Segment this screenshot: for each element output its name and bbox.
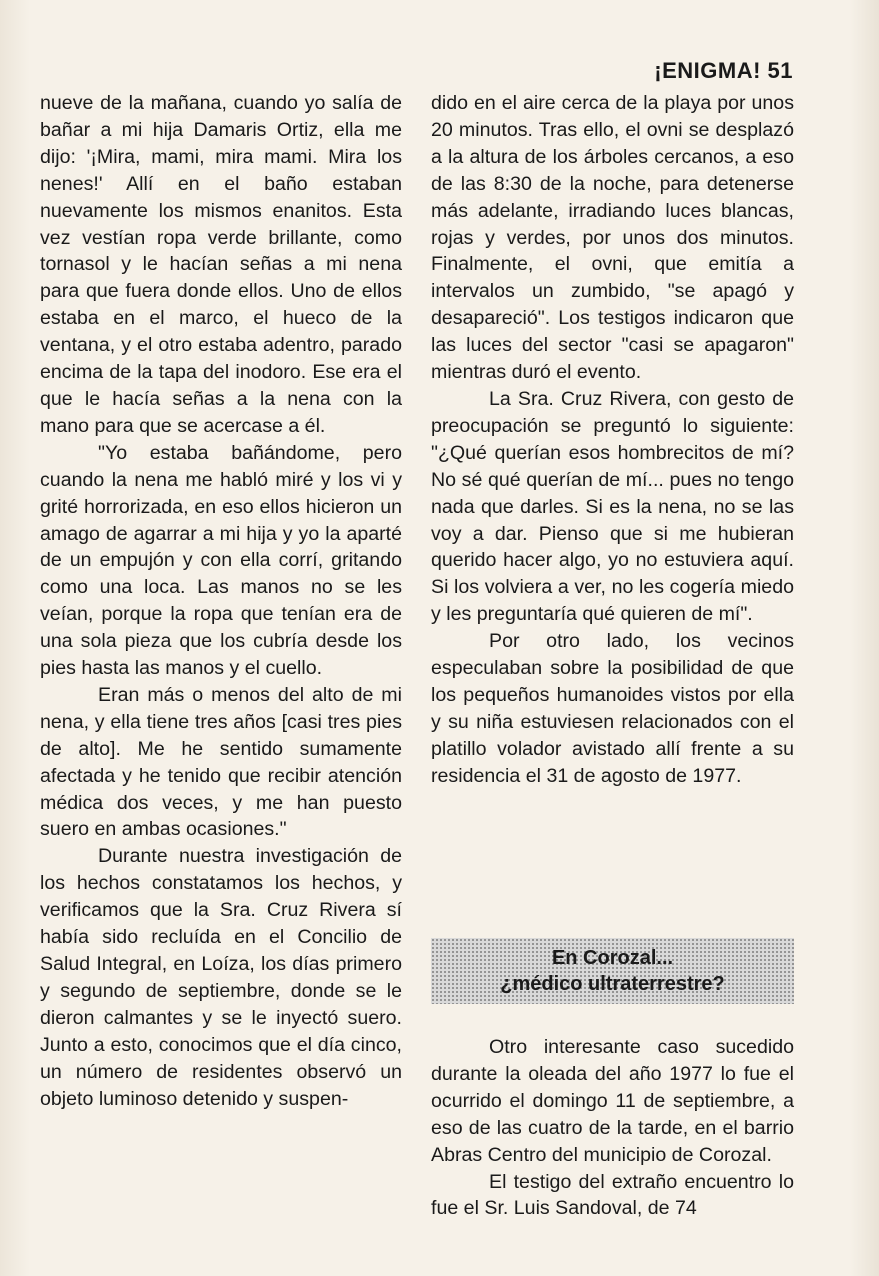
paragraph: Por otro lado, los vecinos especulaban sobre la posibilidad de que los pequeños humanoides vistos por ella y su niña estuviesen relacionados con el platillo volador avistado allí frente a su residencia el 31 de agosto de 1977. [431,630,794,787]
paragraph: Durante nuestra investigación de los hechos constatamos los hechos, y verificamos que la Sra. Cruz Rivera sí había sido recluída en el Concilio de Salud Integral, en Loíza, los días primero y segundo de septiembre, donde se le dieron calmantes y se le inyectó suero. Junto a esto, conocimos que el día cinco, un número de residentes observó un objeto luminoso detenido y suspen- [40,845,402,1110]
paragraph: La Sra. Cruz Rivera, con gesto de preocupación se preguntó lo siguiente: "¿Qué querían esos hombrecitos de mí? No sé qué querían de mí... pues no tengo nada que darles. Si es la nena, no se las voy a dar. Pienso que si me hubieran querido hacer algo, yo no estuviera aquí. Si los volviera a ver, no les cogería miedo y les preguntaría qué quieren de mí". [431,387,794,626]
paragraph: nueve de la mañana, cuando yo salía de bañar a mi hija Damaris Ortiz, ella me dijo: '¡Mira, mami, mira mami. Mira los nenes!' Allí en el baño estaban nuevamente los mismos enanitos. Esta vez vestían ropa verde brillante, como tornasol y le hacían señas a mi nena para que fuera donde ellos. Uno de ellos estaba en el marco, el hueco de la ventana, y el otro estaba adentro, parado encima de la tapa del inodoro. Ese era el que le hacía señas a la nena con la mano para que se acercase a él. [40,92,402,437]
paragraph: dido en el aire cerca de la playa por unos 20 minutos. Tras ello, el ovni se desplazó a la altura de los árboles cercanos, a eso de las 8:30 de la noche, para detenerse más adelante, irradiando luces blancas, rojas y verdes, por unos dos minutos. Finalmente, el ovni, que emitía a intervalos un zumbido, "se apagó y desapareció". Los testigos indicaron que las luces del sector "casi se apagaron" mientras duró el evento. [431,92,794,384]
left-column [40,90,402,1112]
section-subheading-box [431,938,794,1004]
subheading-line-1: En Corozal... [551,947,674,969]
right-column [431,90,794,1222]
paragraph: Otro interesante caso sucedido durante la oleada del año 1977 lo fue el ocurrido el domingo 11 de septiembre, a eso de las cuatro de la tarde, en el barrio Abras Centro del municipio de Corozal. [431,1036,794,1166]
right-column-top [431,90,794,898]
paragraph: El testigo del extraño encuentro lo fue el Sr. Luis Sandoval, de 74 [431,1170,794,1220]
paragraph: Eran más o menos del alto de mi nena, y ella tiene tres años [casi tres pies de alto]. Me he sentido sumamente afectada y he tenido que recibir atención médica dos veces, y me han puesto suero en ambas ocasiones." [40,683,402,841]
subheading-line-2: ¿médico ultraterrestre? [500,973,725,995]
page-header: ¡ENIGMA! 51 [654,58,793,83]
paragraph: "Yo estaba bañándome, pero cuando la nena me habló miré y los vi y grité horrorizada, en eso ellos hicieron un amago de agarrar a mi hija y yo la aparté de un empujón y con ella corrí, gritando como una loca. Las manos no se les veían, porque la ropa que tenían era de una sola pieza que los cubría desde los pies hasta las manos y el cuello. [40,441,402,680]
